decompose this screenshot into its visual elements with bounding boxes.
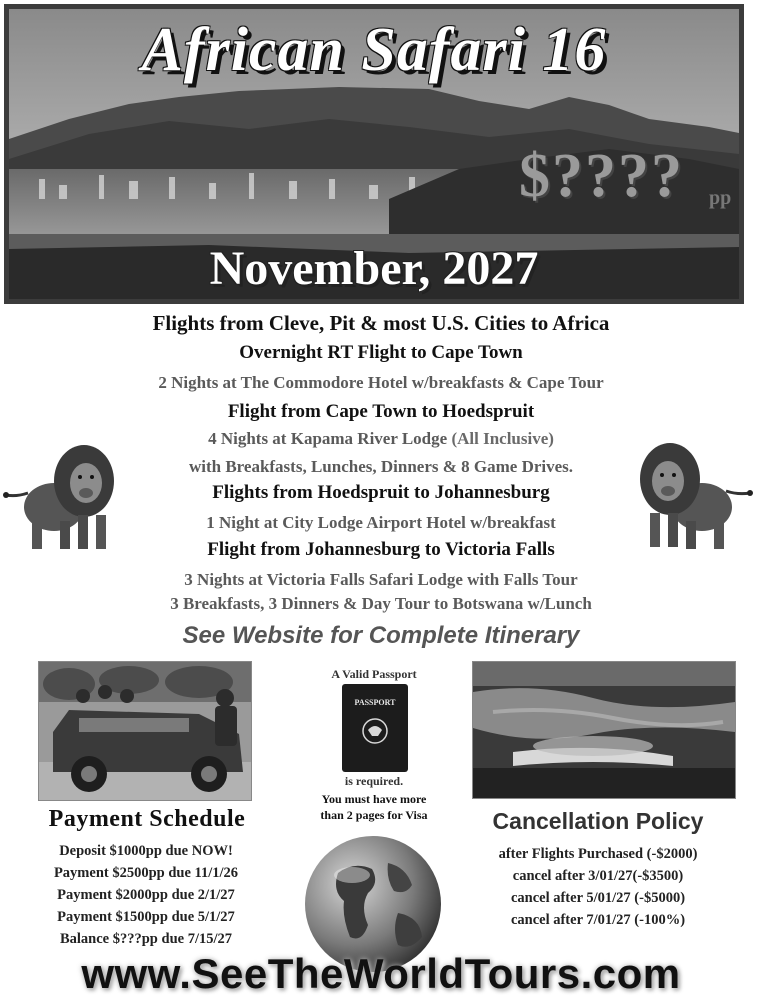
cancellation-item: cancel after 7/01/27 (-100%) <box>510 912 686 928</box>
itinerary-line: Overnight RT Flight to Cape Town <box>239 342 523 363</box>
cancellation-list <box>462 843 734 931</box>
lion-left-icon <box>2 435 120 555</box>
payment-schedule-title: Payment Schedule <box>48 806 246 832</box>
header-banner <box>4 4 744 304</box>
itinerary-line: Flight from Johannesburg to Victoria Falls <box>207 539 555 560</box>
lion-right-icon <box>634 433 754 555</box>
passport-note <box>296 791 452 823</box>
cancellation-policy-title: Cancellation Policy <box>492 808 704 834</box>
passport-required: is required. <box>344 774 404 788</box>
payment-list <box>10 840 282 950</box>
passport-note-line: than 2 pages for Visa <box>320 808 428 822</box>
itinerary-line: Flight from Cape Town to Hoedspruit <box>227 401 535 422</box>
cancellation-item: cancel after 3/01/27(-$3500) <box>512 868 684 884</box>
price-unit: pp <box>709 187 732 209</box>
itinerary-line: 3 Breakfasts, 3 Dinners & Day Tour to Botswana w/Lunch <box>170 594 592 613</box>
itinerary-line: 2 Nights at The Commodore Hotel w/breakfasts & Cape Tour <box>158 373 604 392</box>
passport-icon <box>342 684 408 772</box>
safari-jeep-photo <box>38 661 252 801</box>
itinerary-line: with Breakfasts, Lunches, Dinners & 8 Game Drives. <box>188 457 574 476</box>
itinerary-line: 1 Night at City Lodge Airport Hotel w/breakfast <box>206 513 556 532</box>
seal-icon <box>360 716 390 746</box>
website-url[interactable]: www.SeeTheWorldTours.com <box>81 950 681 997</box>
passport-caption: A Valid Passport <box>331 667 417 681</box>
trip-date: November, 2027 <box>209 242 539 295</box>
itinerary-text: 4 Nights at Kapama River Lodge <box>208 429 448 448</box>
payment-item: Deposit $1000pp due NOW! <box>59 843 233 859</box>
itinerary-note: (All Inclusive) <box>451 429 554 448</box>
passport-note-line: You must have more <box>321 792 427 806</box>
see-website-note: See Website for Complete Itinerary <box>182 622 580 649</box>
payment-item: Payment $2000pp due 2/1/27 <box>57 887 235 903</box>
price-text: $???? <box>519 142 684 210</box>
trip-title: African Safari 16 <box>141 16 607 84</box>
itinerary-line: Flights from Cleve, Pit & most U.S. Cities to Africa <box>152 311 610 335</box>
itinerary-line: Flights from Hoedspruit to Johannesburg <box>212 482 550 503</box>
payment-item: Balance $???pp due 7/15/27 <box>59 931 232 947</box>
cancellation-item: cancel after 5/01/27 (-$5000) <box>510 890 686 906</box>
victoria-falls-photo <box>472 661 736 799</box>
cancellation-item: after Flights Purchased (-$2000) <box>498 846 698 862</box>
passport-book-label: PASSPORT <box>354 698 396 707</box>
payment-item: Payment $2500pp due 11/1/26 <box>53 865 239 881</box>
itinerary-line: 3 Nights at Victoria Falls Safari Lodge with Falls Tour <box>184 570 578 589</box>
payment-item: Payment $1500pp due 5/1/27 <box>57 909 235 925</box>
